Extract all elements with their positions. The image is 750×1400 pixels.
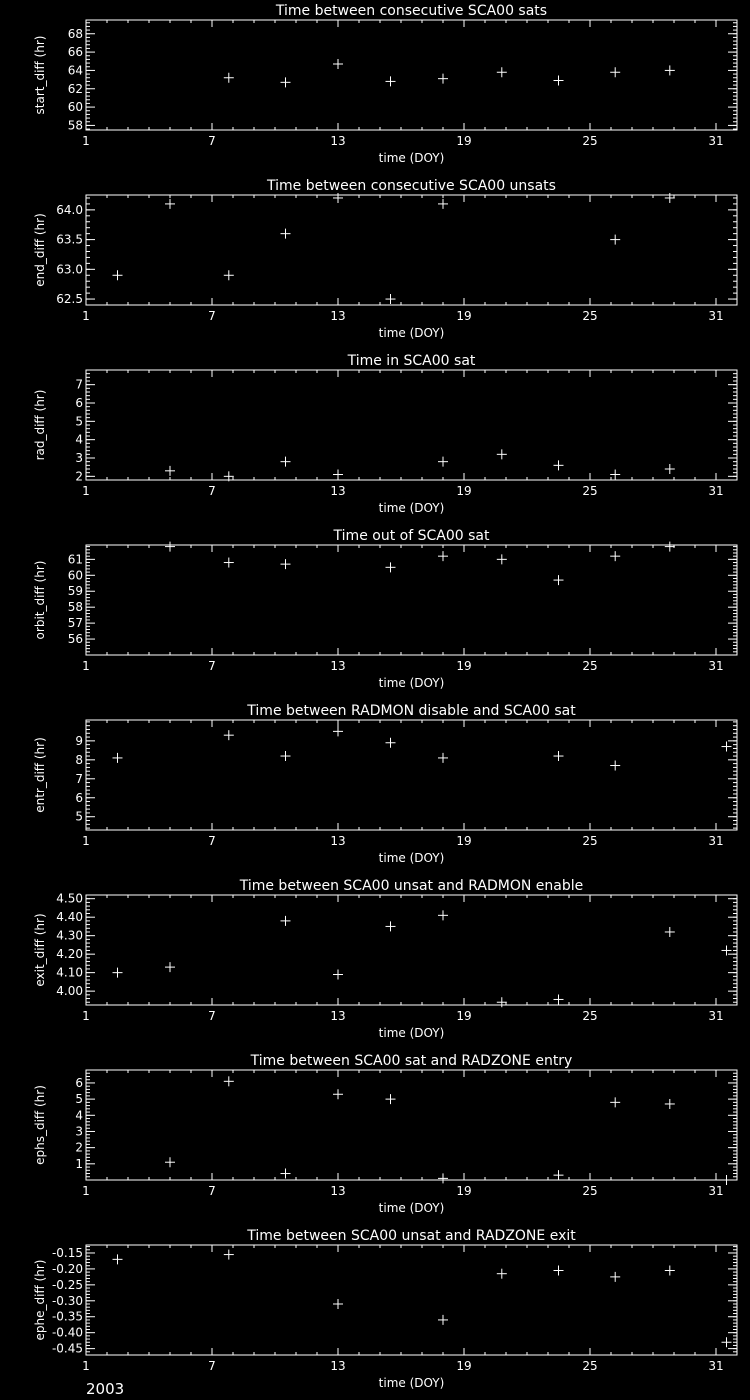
plot-frame — [86, 545, 737, 655]
y-axis-label: exit_diff (hr) — [33, 913, 47, 987]
data-point — [165, 1157, 175, 1167]
x-tick-label: 7 — [208, 484, 216, 498]
data-point — [224, 1076, 234, 1086]
data-point — [333, 1299, 343, 1309]
data-point — [722, 1337, 732, 1347]
x-tick-label: 1 — [82, 659, 90, 673]
data-point — [224, 558, 234, 568]
y-tick-label: 58 — [67, 118, 83, 133]
x-tick-label: 31 — [708, 484, 724, 498]
y-tick-label: 66 — [67, 45, 83, 60]
y-tick-label: 63.0 — [56, 262, 83, 277]
data-point — [224, 730, 234, 740]
x-tick-label: 25 — [582, 484, 598, 498]
y-tick-label: 4.00 — [56, 984, 83, 999]
data-point — [438, 199, 448, 209]
x-tick-label: 31 — [708, 1184, 724, 1198]
y-tick-label: 58 — [67, 600, 83, 615]
data-point — [165, 962, 175, 972]
y-tick-label: -0.45 — [51, 1341, 83, 1356]
chart-title: Time between SCA00 sat and RADZONE entry — [250, 1053, 573, 1069]
data-point — [554, 1170, 564, 1180]
data-point — [386, 294, 396, 304]
data-point — [333, 59, 343, 69]
y-tick-label: 56 — [67, 632, 83, 647]
data-point — [333, 1089, 343, 1099]
x-tick-label: 31 — [708, 134, 724, 148]
y-tick-label: 4 — [75, 432, 83, 447]
y-axis-label: end_diff (hr) — [33, 213, 47, 287]
chart-panel-1 — [33, 3, 737, 165]
data-point — [386, 76, 396, 86]
y-tick-label: 2 — [75, 1140, 83, 1155]
y-axis-label: entr_diff (hr) — [33, 737, 47, 813]
x-tick-label: 19 — [456, 134, 472, 148]
chart-panel-3 — [33, 353, 737, 515]
x-tick-label: 13 — [330, 134, 346, 148]
data-point — [610, 761, 620, 771]
plot-frame — [86, 370, 737, 480]
x-tick-label: 13 — [330, 1009, 346, 1023]
data-point — [497, 1269, 507, 1279]
y-tick-label: 5 — [75, 809, 83, 824]
x-axis-label: time (DOY) — [378, 326, 445, 340]
footer-year: 2003 — [86, 1380, 125, 1398]
x-tick-label: 19 — [456, 484, 472, 498]
x-tick-label: 31 — [708, 309, 724, 323]
plot-frame — [86, 895, 737, 1005]
y-tick-label: 59 — [67, 584, 83, 599]
x-tick-label: 31 — [708, 659, 724, 673]
data-point — [554, 575, 564, 585]
data-point — [165, 466, 175, 476]
x-tick-label: 7 — [208, 1184, 216, 1198]
y-tick-label: 64.0 — [56, 202, 83, 217]
data-point — [610, 235, 620, 245]
chart-title: Time between SCA00 unsat and RADZONE exit — [247, 1228, 576, 1244]
y-tick-label: 4.20 — [56, 947, 83, 962]
y-tick-label: 4 — [75, 1108, 83, 1123]
y-tick-label: 1 — [75, 1156, 83, 1171]
data-point — [438, 74, 448, 84]
x-tick-label: 19 — [456, 834, 472, 848]
x-axis-label: time (DOY) — [378, 1376, 445, 1390]
data-point — [610, 470, 620, 480]
y-tick-label: 57 — [67, 616, 83, 631]
x-tick-label: 13 — [330, 484, 346, 498]
plot-frame — [86, 1245, 737, 1355]
y-tick-label: -0.15 — [51, 1245, 83, 1260]
y-tick-label: 60 — [67, 568, 83, 583]
data-point — [333, 193, 343, 203]
plot-frame — [86, 720, 737, 830]
data-point — [113, 1254, 123, 1264]
data-point — [113, 270, 123, 280]
data-point — [554, 1266, 564, 1276]
y-tick-label: 5 — [75, 414, 83, 429]
x-tick-label: 19 — [456, 1009, 472, 1023]
data-point — [554, 994, 564, 1004]
data-point — [554, 460, 564, 470]
x-tick-label: 25 — [582, 1184, 598, 1198]
chart-title: Time between RADMON disable and SCA00 sat — [247, 703, 576, 719]
x-tick-label: 13 — [330, 1359, 346, 1373]
data-point — [386, 1094, 396, 1104]
y-tick-label: 62 — [67, 81, 83, 96]
x-tick-label: 1 — [82, 484, 90, 498]
data-point — [610, 1272, 620, 1282]
data-point — [224, 1250, 234, 1260]
y-tick-label: 4.10 — [56, 965, 83, 980]
y-tick-label: 5 — [75, 1092, 83, 1107]
y-tick-label: 2 — [75, 469, 83, 484]
data-point — [610, 67, 620, 77]
data-point — [438, 551, 448, 561]
data-point — [281, 457, 291, 467]
data-point — [497, 997, 507, 1007]
data-point — [665, 193, 675, 203]
data-point — [281, 229, 291, 239]
data-point — [438, 910, 448, 920]
y-tick-label: -0.25 — [51, 1277, 83, 1292]
y-tick-label: 3 — [75, 451, 83, 465]
chart-title: Time between SCA00 unsat and RADMON enable — [239, 878, 584, 894]
y-tick-label: 6 — [75, 1075, 83, 1090]
data-point — [610, 551, 620, 561]
x-tick-label: 1 — [82, 834, 90, 848]
x-tick-label: 19 — [456, 1359, 472, 1373]
y-tick-label: 7 — [75, 377, 83, 392]
y-axis-label: ephe_diff (hr) — [33, 1259, 47, 1341]
x-tick-label: 7 — [208, 659, 216, 673]
data-point — [665, 464, 675, 474]
x-tick-label: 1 — [82, 1184, 90, 1198]
data-point — [497, 449, 507, 459]
x-tick-label: 13 — [330, 834, 346, 848]
chart-panel-7 — [33, 1053, 737, 1215]
data-point — [281, 916, 291, 926]
data-point — [333, 969, 343, 979]
x-tick-label: 7 — [208, 309, 216, 323]
y-tick-label: 4.50 — [56, 891, 83, 906]
data-point — [438, 1173, 448, 1183]
y-tick-label: -0.40 — [51, 1325, 83, 1340]
y-tick-label: 4.30 — [56, 928, 83, 943]
data-point — [224, 270, 234, 280]
y-tick-label: -0.30 — [51, 1293, 83, 1308]
y-axis-label: rad_diff (hr) — [33, 389, 47, 461]
data-point — [722, 742, 732, 752]
y-tick-label: 3 — [75, 1124, 83, 1139]
data-point — [224, 73, 234, 83]
data-point — [665, 927, 675, 937]
chart-title: Time out of SCA00 sat — [333, 528, 490, 544]
x-tick-label: 13 — [330, 659, 346, 673]
x-tick-label: 1 — [82, 134, 90, 148]
y-tick-label: 62.5 — [56, 292, 83, 307]
y-tick-label: 8 — [75, 752, 83, 767]
x-tick-label: 25 — [582, 309, 598, 323]
x-tick-label: 25 — [582, 1009, 598, 1023]
data-point — [281, 751, 291, 761]
x-tick-label: 31 — [708, 834, 724, 848]
x-tick-label: 13 — [330, 1184, 346, 1198]
x-tick-label: 1 — [82, 309, 90, 323]
chart-panel-6 — [33, 878, 737, 1040]
x-tick-label: 25 — [582, 834, 598, 848]
x-tick-label: 7 — [208, 1009, 216, 1023]
data-point — [386, 921, 396, 931]
data-point — [554, 751, 564, 761]
data-point — [386, 562, 396, 572]
data-point — [165, 542, 175, 552]
chart-panel-5 — [33, 703, 737, 865]
data-point — [610, 1097, 620, 1107]
x-tick-label: 1 — [82, 1009, 90, 1023]
y-tick-label: 6 — [75, 790, 83, 805]
data-point — [665, 65, 675, 75]
y-tick-label: 6 — [75, 396, 83, 410]
chart-panel-8 — [33, 1228, 737, 1390]
y-tick-label: 60 — [67, 100, 83, 115]
chart-title: Time in SCA00 sat — [347, 353, 476, 369]
x-tick-label: 31 — [708, 1359, 724, 1373]
x-tick-label: 31 — [708, 1009, 724, 1023]
plot-frame — [86, 1070, 737, 1180]
x-tick-label: 19 — [456, 659, 472, 673]
x-tick-label: 19 — [456, 309, 472, 323]
y-tick-label: 68 — [67, 26, 83, 41]
data-point — [554, 76, 564, 86]
data-point — [281, 77, 291, 87]
data-point — [665, 1099, 675, 1109]
data-point — [281, 559, 291, 569]
data-point — [333, 726, 343, 736]
x-tick-label: 13 — [330, 309, 346, 323]
x-axis-label: time (DOY) — [378, 676, 445, 690]
chart-panel-2 — [33, 178, 737, 340]
y-tick-label: 63.5 — [56, 232, 83, 247]
data-point — [497, 67, 507, 77]
y-tick-label: 4.40 — [56, 910, 83, 925]
x-tick-label: 7 — [208, 834, 216, 848]
chart-title: Time between consecutive SCA00 unsats — [267, 178, 556, 194]
x-tick-label: 25 — [582, 1359, 598, 1373]
x-tick-label: 25 — [582, 134, 598, 148]
data-point — [281, 1169, 291, 1179]
x-tick-label: 1 — [82, 1359, 90, 1373]
chart-panel-4 — [33, 528, 737, 690]
data-point — [497, 554, 507, 564]
x-axis-label: time (DOY) — [378, 1201, 445, 1215]
plot-frame — [86, 20, 737, 130]
data-point — [438, 1315, 448, 1325]
data-point — [386, 738, 396, 748]
y-axis-label: orbit_diff (hr) — [33, 560, 47, 640]
data-point — [113, 753, 123, 763]
x-tick-label: 25 — [582, 659, 598, 673]
plot-frame — [86, 195, 737, 305]
y-tick-label: -0.35 — [51, 1309, 83, 1324]
x-axis-label: time (DOY) — [378, 501, 445, 515]
y-tick-label: 9 — [75, 733, 83, 748]
x-axis-label: time (DOY) — [378, 151, 445, 165]
data-point — [113, 968, 123, 978]
data-point — [438, 753, 448, 763]
y-tick-label: 64 — [67, 63, 83, 78]
y-tick-label: 7 — [75, 771, 83, 786]
x-tick-label: 7 — [208, 1359, 216, 1373]
chart-title: Time between consecutive SCA00 sats — [275, 3, 548, 19]
x-tick-label: 19 — [456, 1184, 472, 1198]
data-point — [333, 470, 343, 480]
y-axis-label: start_diff (hr) — [33, 35, 47, 115]
data-point — [665, 542, 675, 552]
y-axis-label: ephs_diff (hr) — [33, 1085, 47, 1165]
y-tick-label: 61 — [67, 552, 83, 567]
x-axis-label: time (DOY) — [378, 851, 445, 865]
x-axis-label: time (DOY) — [378, 1026, 445, 1040]
data-point — [438, 457, 448, 467]
data-point — [665, 1266, 675, 1276]
x-tick-label: 7 — [208, 134, 216, 148]
data-point — [165, 199, 175, 209]
y-tick-label: -0.20 — [51, 1261, 83, 1276]
